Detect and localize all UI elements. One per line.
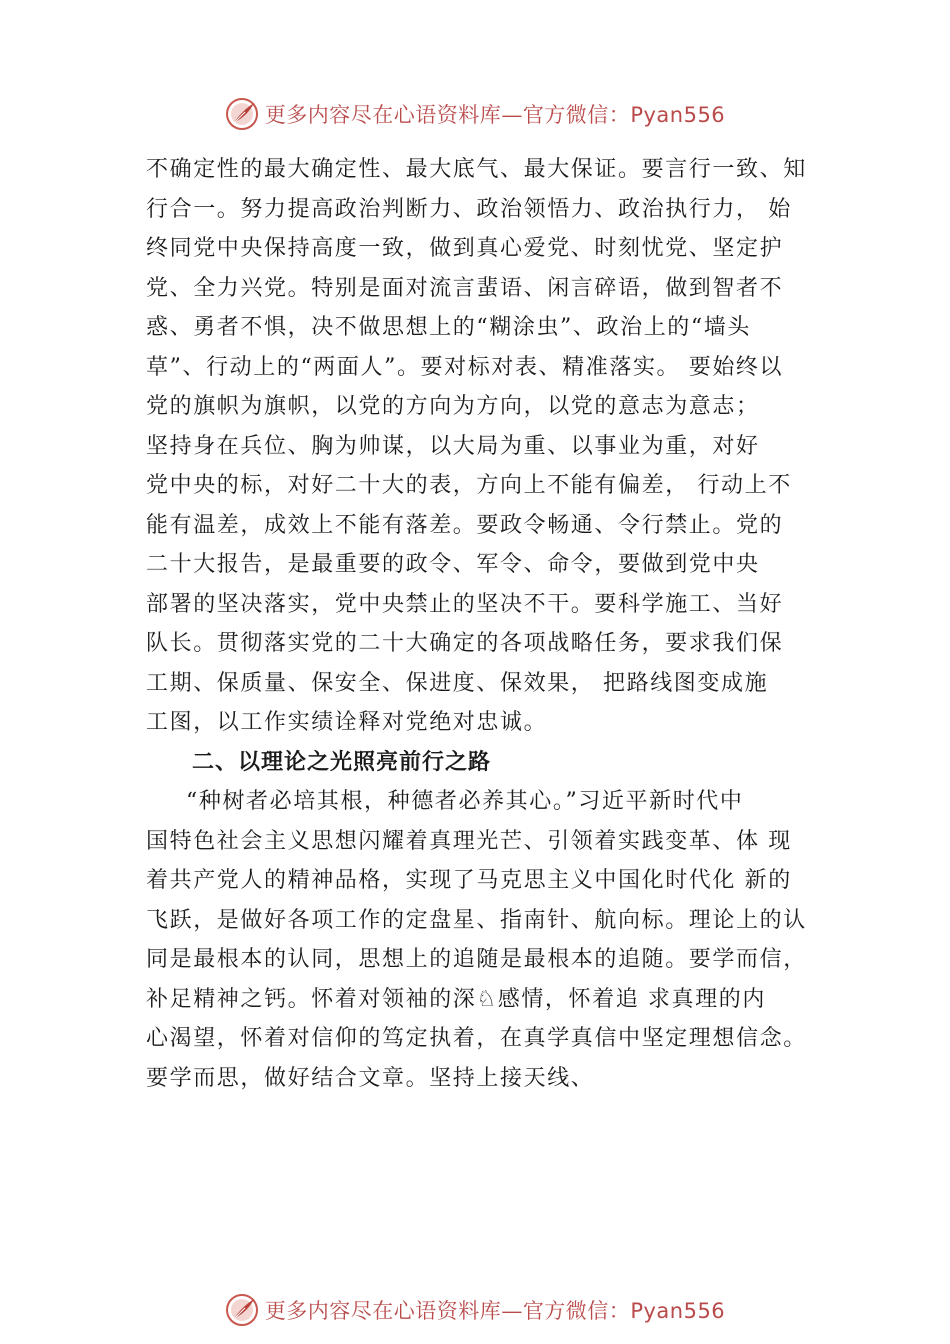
paragraph-line: 党、全力兴党。特别是面对流言蜚语、闲言碎语，做到智者不	[146, 275, 784, 301]
paragraph-line: 不确定性的最大确定性、最大底气、最大保证。要言行一致、知	[146, 157, 807, 182]
paragraph-line: 工图，以工作实绩诠释对党绝对忠诚。	[146, 710, 548, 735]
paragraph-line: 着共产党人的精神品格，实现了马克思主义中国化时代化 新的	[146, 868, 792, 893]
paragraph-line: “种树者必培其根，种德者必养其心。”习近平新时代中	[186, 789, 744, 814]
paragraph-line: 行合一。努力提高政治判断力、政治领悟力、政治执行力， 始	[146, 196, 792, 222]
footer-banner	[0, 1290, 950, 1330]
banner-separator: —	[501, 1299, 523, 1323]
paragraph-line: 惑、勇者不惧，决不做思想上的“糊涂虫”、政治上的“墙头	[146, 315, 751, 340]
paragraph-line: 终同党中央保持高度一致，做到真心爱党、时刻忧党、坚定护	[146, 236, 784, 261]
paragraph-line: 党中央的标，对好二十大的表，方向上不能有偏差， 行动上不	[146, 473, 792, 498]
header-banner	[0, 94, 950, 134]
banner-text	[265, 99, 725, 129]
paragraph-line: 要学而思，做好结合文章。坚持上接天线、	[146, 1065, 595, 1091]
banner-separator: —	[501, 103, 523, 127]
paragraph-line: 同是最根本的认同，思想上的追随是最根本的追随。要学而信，	[146, 947, 807, 972]
banner-wechat-id: Pyan556	[630, 103, 726, 127]
feather-logo-icon	[225, 1293, 259, 1327]
paragraph-line: 补足精神之钙。怀着对领袖的深♘感情，怀着追 求真理的内	[146, 986, 766, 1012]
banner-wechat-id: Pyan556	[630, 1299, 726, 1323]
banner-main-text: 更多内容尽在心语资料库	[264, 1299, 502, 1323]
section-heading: 二、以理论之光照亮前行之路	[192, 749, 492, 775]
paragraph-line: 工期、保质量、保安全、保进度、保效果， 把路线图变成施	[146, 670, 769, 696]
document-body	[146, 150, 846, 1098]
paragraph-line: 心渴望，怀着对信仰的笃定执着，在真学真信中坚定理想信念。	[146, 1026, 807, 1051]
paragraph-line: 国特色社会主义思想闪耀着真理光芒、引领着实践变革、体 现	[146, 828, 792, 854]
paragraph-line: 队长。贯彻落实党的二十大确定的各项战略任务，要求我们保	[146, 631, 784, 656]
banner-official-label: 官方微信：	[522, 1299, 631, 1323]
banner-official-label: 官方微信：	[522, 103, 631, 127]
paragraph-line: 草”、行动上的“两面人”。要对标对表、精准落实。 要始终以	[146, 354, 784, 380]
paragraph-line: 二十大报告，是最重要的政令、军令、命令，要做到党中央	[146, 552, 760, 577]
paragraph-line: 部署的坚决落实，党中央禁止的坚决不干。要科学施工、当好	[146, 591, 784, 617]
feather-logo-icon	[225, 97, 259, 131]
banner-text	[265, 1295, 725, 1325]
banner-main-text: 更多内容尽在心语资料库	[264, 103, 502, 127]
paragraph-line: 党的旗帜为旗帜，以党的方向为方向，以党的意志为意志；	[146, 394, 760, 419]
paragraph-line: 能有温差，成效上不能有落差。要政令畅通、令行禁止。党的	[146, 512, 784, 538]
paragraph-line: 飞跃，是做好各项工作的定盘星、指南针、航向标。理论上的认	[146, 907, 807, 933]
paragraph-line: 坚持身在兵位、胸为帅谋，以大局为重、以事业为重，对好	[146, 433, 760, 459]
